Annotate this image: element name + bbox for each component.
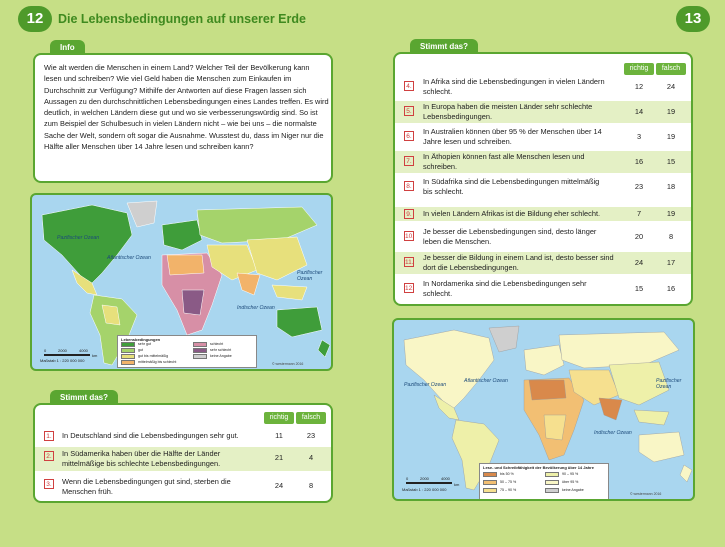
col-header-falsch: falsch (296, 412, 326, 424)
quiz-row (35, 427, 331, 445)
question-text: In Deutschland sind die Lebensbedingungen sehr gut. (62, 431, 239, 440)
map-label-ocean-4: Pazifischer Ozean (656, 378, 682, 390)
count-falsch: 16 (666, 284, 676, 293)
map-label-ocean-1: Pazifischer Ozean (404, 382, 447, 388)
scale-unit: km (92, 353, 98, 358)
count-falsch: 23 (306, 431, 316, 440)
legend-swatch (193, 348, 207, 353)
question-text: In vielen Ländern Afrikas ist die Bildung eher schlecht. (423, 209, 601, 218)
legend-label: keine Angabe (210, 354, 232, 358)
legend-swatch (483, 480, 497, 485)
legend-swatch (545, 480, 559, 485)
question-text: In Australien können über 95 % der Menschen über 14 Jahre lesen und schreiben. (423, 127, 602, 146)
quiz-row (35, 475, 331, 499)
count-richtig: 3 (636, 132, 642, 141)
question-number: 2. (44, 451, 54, 461)
question-number: 10. (405, 233, 415, 240)
scale-tick: 0 (44, 348, 47, 353)
count-richtig: 24 (274, 481, 284, 490)
question-text: Wenn die Lebensbedingungen gut sind, sterben die Menschen früh. (62, 477, 231, 496)
question-text: In Südafrika sind die Lebensbedingungen mittelmäßig bis schlecht. (423, 177, 600, 196)
scale-label: Maßstab 1 : 220 000 000 (40, 358, 85, 363)
question-text: In Afrika sind die Lebensbedingungen in vielen Ländern schlecht. (423, 77, 605, 96)
quiz-row (395, 76, 691, 98)
legend-title: Lebensbedingungen (121, 337, 161, 342)
legend-swatch (193, 354, 207, 359)
count-falsch: 24 (666, 82, 676, 91)
quiz-row (395, 278, 691, 300)
legend-swatch (545, 472, 559, 477)
world-map-literacy (392, 318, 695, 501)
quiz-row (35, 447, 331, 471)
quiz-row (395, 207, 691, 221)
legend-swatch (483, 472, 497, 477)
map-label-ocean-4: Pazifischer Ozean (297, 270, 323, 282)
count-falsch: 19 (666, 132, 676, 141)
legend-title: Lese- und Schreibfähigkeit der Bevölkerung über 14 Jahre (483, 465, 594, 470)
scale-bar (406, 482, 452, 484)
quiz-row (395, 226, 691, 248)
count-richtig: 24 (634, 258, 644, 267)
question-text: Je besser die Bildung in einem Land ist, desto besser sind dort die Lebensbedingungen. (423, 253, 614, 272)
scale-tick: 0 (406, 476, 409, 481)
question-text: Je besser die Lebensbedingungen sind, desto länger leben die Menschen. (423, 227, 597, 246)
legend-label: 50 – 75 % (500, 480, 517, 484)
legend-swatch (545, 488, 559, 493)
count-richtig: 21 (274, 453, 284, 462)
legend-label: gut (138, 348, 143, 352)
question-number: 8. (404, 181, 414, 191)
legend-label: über 95 % (562, 480, 579, 484)
quiz-left-box (33, 403, 333, 503)
count-falsch: 15 (666, 157, 676, 166)
count-falsch: 19 (666, 209, 676, 218)
map-label-ocean-1: Pazifischer Ozean (57, 235, 100, 241)
question-number: 11. (405, 259, 414, 266)
question-number: 3. (44, 479, 54, 489)
count-falsch: 18 (666, 182, 676, 191)
count-falsch: 8 (668, 232, 674, 241)
page-number-right: 13 (676, 6, 710, 32)
legend-label: 90 – 95 % (562, 472, 579, 476)
question-number: 6. (404, 131, 414, 141)
legend-swatch (193, 342, 207, 347)
col-header-richtig: richtig (264, 412, 294, 424)
copyright: © westermann 2016 (272, 362, 304, 366)
quiz-row (395, 126, 691, 148)
legend-label: mittelmäßig bis schlecht (138, 360, 177, 364)
quiz-row (395, 151, 691, 173)
legend-label: sehr gut (138, 342, 151, 346)
quiz-right-tab: Stimmt das? (410, 39, 478, 54)
count-richtig: 7 (636, 209, 642, 218)
scale-tick: 4000 (441, 476, 450, 481)
page-title: Die Lebensbedingungen auf unserer Erde (58, 12, 306, 26)
scale-tick: 2000 (420, 476, 429, 481)
question-number: 1. (44, 431, 54, 441)
legend-swatch (483, 488, 497, 493)
info-tab: Info (50, 40, 85, 55)
question-number: 12. (405, 285, 415, 292)
copyright: © westermann 2016 (630, 492, 662, 496)
page-number-left: 12 (18, 6, 52, 32)
map-label-ocean-3: Indischer Ozean (237, 305, 275, 311)
count-falsch: 19 (666, 107, 676, 116)
map-label-ocean-2: Atlantischer Ozean (107, 255, 151, 261)
question-text: In Nordamerika sind die Lebensbedingungen sehr schlecht. (423, 279, 587, 298)
quiz-right-box (393, 52, 693, 306)
world-map-living-conditions (30, 193, 333, 371)
count-richtig: 23 (634, 182, 644, 191)
legend-swatch (121, 342, 135, 347)
info-text: Wie alt werden die Menschen in einem Land? Welcher Teil der Bevölkerung kann lesen und schreiben? Wie viel Geld haben die Menschen zum Einkaufen im Durchschnitt zur Verfügung? Mithilfe der Antworten auf diese Fragen lassen sich Aussagen zu den durchschnittlichen Lebensbedingungen eines Landes treffen. Es wird deutlich, in welchen Ländern diese gut und wo sie verbesserungswürdig sind. So ist zum Beispiel der Schulbesuch in vielen Ländern nicht – wie bei uns – die normalste Sache der Welt, sondern oft sogar die Ausnahme. Wusstest du, dass im Niger nur die Hälfte aller Menschen über 14 Jahre lesen und schreiben kann? (44, 63, 329, 152)
question-text: In Südamerika haben über die Hälfte der Länder mittelmäßige bis schlechte Lebensbedingungen. (62, 449, 221, 468)
count-falsch: 17 (666, 258, 676, 267)
question-number: 7. (404, 156, 414, 166)
col-header-richtig: richtig (624, 63, 654, 75)
count-richtig: 12 (634, 82, 644, 91)
count-richtig: 11 (275, 431, 283, 440)
quiz-row (395, 252, 691, 274)
question-number: 9. (404, 209, 414, 219)
scale-label: Maßstab 1 : 220 000 000 (402, 487, 447, 492)
map-legend-right (479, 463, 609, 500)
legend-swatch (121, 348, 135, 353)
quiz-row (395, 176, 691, 198)
count-richtig: 14 (634, 107, 644, 116)
count-richtig: 15 (634, 284, 644, 293)
question-text: In Äthopien können fast alle Menschen lesen und schreiben. (423, 152, 585, 171)
legend-label: gut bis mittelmäßig (138, 354, 169, 358)
scale-unit: km (454, 482, 460, 487)
scale-tick: 4000 (79, 348, 88, 353)
map-legend-left (117, 335, 257, 368)
count-richtig: 16 (634, 157, 644, 166)
quiz-left-tab: Stimmt das? (50, 390, 118, 405)
count-falsch: 4 (308, 453, 314, 462)
legend-label: 75 – 90 % (500, 488, 517, 492)
legend-label: bis 50 % (500, 472, 514, 476)
question-text: In Europa haben die meisten Länder sehr schlechte Lebensbedingungen. (423, 102, 593, 121)
col-header-falsch: falsch (656, 63, 686, 75)
count-falsch: 8 (308, 481, 314, 490)
question-number: 4. (404, 81, 414, 91)
question-number: 5. (404, 106, 414, 116)
map-label-ocean-3: Indischer Ozean (594, 430, 632, 436)
legend-swatch (121, 354, 135, 359)
scale-bar (44, 354, 90, 356)
legend-label: keine Angabe (562, 488, 584, 492)
legend-label: sehr schlecht (210, 348, 232, 352)
scale-tick: 2000 (58, 348, 67, 353)
quiz-row (395, 101, 691, 123)
count-richtig: 20 (634, 232, 644, 241)
map-label-ocean-2: Atlantischer Ozean (464, 378, 508, 384)
legend-label: schlecht (210, 342, 224, 346)
legend-swatch (121, 360, 135, 365)
